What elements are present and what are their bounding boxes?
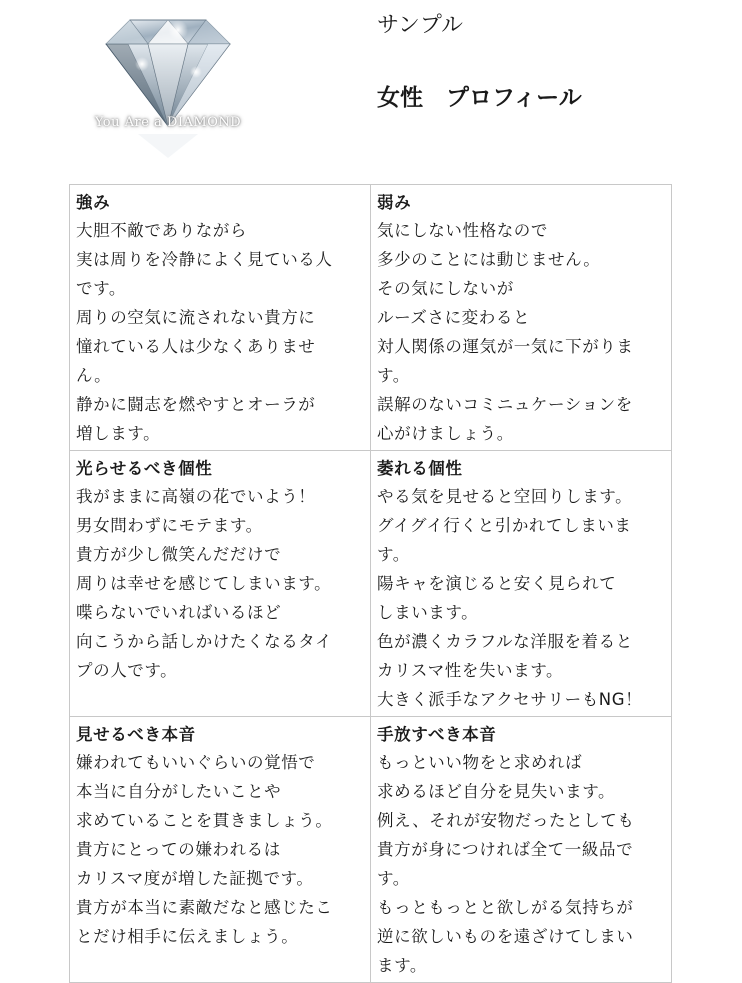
text-line: グイグイ行くと引かれてしまいま <box>377 516 632 535</box>
text-line: 向こうから話しかけたくなるタイ <box>76 632 333 651</box>
weakness-cell <box>371 185 672 451</box>
text-line: 周りは幸せを感じてしまいます。 <box>76 574 332 593</box>
text-line: 周りの空気に流されない貴方に <box>76 308 316 327</box>
text-line: プの人です。 <box>76 661 178 680</box>
text-line: 男女問わずにモテます。 <box>76 516 263 535</box>
text-line: ん。 <box>76 366 112 385</box>
table-row <box>70 185 672 451</box>
text-line: 例え、それが安物だったとしても <box>377 811 635 830</box>
shine-title: 光らせるべき個性 <box>76 459 213 478</box>
weakness-body <box>377 216 665 448</box>
text-line: 我がままに高嶺の花でいよう！ <box>76 487 316 506</box>
text-line: その気にしないが <box>377 279 514 298</box>
text-line: 貴方が本当に素敵だなと感じたこ <box>76 898 333 917</box>
logo-text: You Are a DIAMOND <box>94 115 242 130</box>
text-line: もっといい物をと求めれば <box>377 753 583 772</box>
text-line: 喋らないでいればいるほど <box>76 603 282 622</box>
text-line: 貴方が身につければ全て一級品で <box>377 840 634 859</box>
text-line: 気にしない性格なので <box>377 221 548 240</box>
text-line: 陽キャを演じると安く見られて <box>377 574 617 593</box>
text-line: やる気を見せると空回りします。 <box>377 487 633 506</box>
text-line: 本当に自分がしたいことや <box>76 782 282 801</box>
text-line: カリスマ性を失います。 <box>377 661 564 680</box>
show-body <box>76 748 364 951</box>
text-line: 求めていることを貫きましょう。 <box>76 811 333 830</box>
text-line: とだけ相手に伝えましょう。 <box>76 927 299 946</box>
text-line: す。 <box>377 869 410 888</box>
wither-cell <box>371 451 672 717</box>
table-row <box>70 451 672 717</box>
text-line: 大胆不敵でありながら <box>76 221 247 240</box>
text-line: 心がけましょう。 <box>377 424 514 443</box>
wither-title: 萎れる個性 <box>377 459 463 478</box>
text-line: 貴方にとっての嫌われるは <box>76 840 281 859</box>
table-row <box>70 717 672 983</box>
text-line: 憧れている人は少なくありませ <box>76 337 316 356</box>
show-cell <box>70 717 371 983</box>
text-line: す。 <box>377 366 410 385</box>
header <box>377 12 582 112</box>
wither-body <box>377 482 665 714</box>
text-line: 誤解のないコミニュケーションを <box>377 395 633 414</box>
text-line: カリスマ度が増した証拠です。 <box>76 869 314 888</box>
page-title: 女性 プロフィール <box>377 85 582 111</box>
text-line: 求めるほど自分を見失います。 <box>377 782 616 801</box>
shine-cell <box>70 451 371 717</box>
text-line: 対人関係の運気が一気に下がりま <box>377 337 634 356</box>
strength-cell <box>70 185 371 451</box>
text-line: ルーズさに変わると <box>377 308 531 327</box>
diamond-logo <box>78 6 258 166</box>
text-line: す。 <box>377 545 410 564</box>
text-line: ます。 <box>377 956 427 975</box>
text-line: 実は周りを冷静によく見ている人 <box>76 250 333 269</box>
strength-title: 強み <box>76 193 111 212</box>
profile-table <box>69 184 672 983</box>
text-line: 色が濃くカラフルな洋服を着ると <box>377 632 633 651</box>
page-subtitle: サンプル <box>377 13 464 38</box>
show-title: 見せるべき本音 <box>76 725 196 744</box>
shine-body <box>76 482 364 685</box>
diamond-icon <box>78 6 258 166</box>
release-title: 手放すべき本音 <box>377 725 497 744</box>
text-line: です。 <box>76 279 126 298</box>
text-line: 逆に欲しいものを遠ざけてしまい <box>377 927 634 946</box>
text-line: 静かに闘志を燃やすとオーラが <box>76 395 316 414</box>
text-line: 大きく派手なアクセサリーもNG！ <box>377 690 643 709</box>
release-body <box>377 748 665 980</box>
text-line: もっともっとと欲しがる気持ちが <box>377 898 634 917</box>
text-line: 増します。 <box>76 424 161 443</box>
text-line: 貴方が少し微笑んだだけで <box>76 545 282 564</box>
release-cell <box>371 717 672 983</box>
text-line: 嫌われてもいいぐらいの覚悟で <box>76 753 316 772</box>
strength-body <box>76 216 364 448</box>
text-line: 多少のことには動じません。 <box>377 250 601 269</box>
text-line: しまいます。 <box>377 603 479 622</box>
weakness-title: 弱み <box>377 193 412 212</box>
